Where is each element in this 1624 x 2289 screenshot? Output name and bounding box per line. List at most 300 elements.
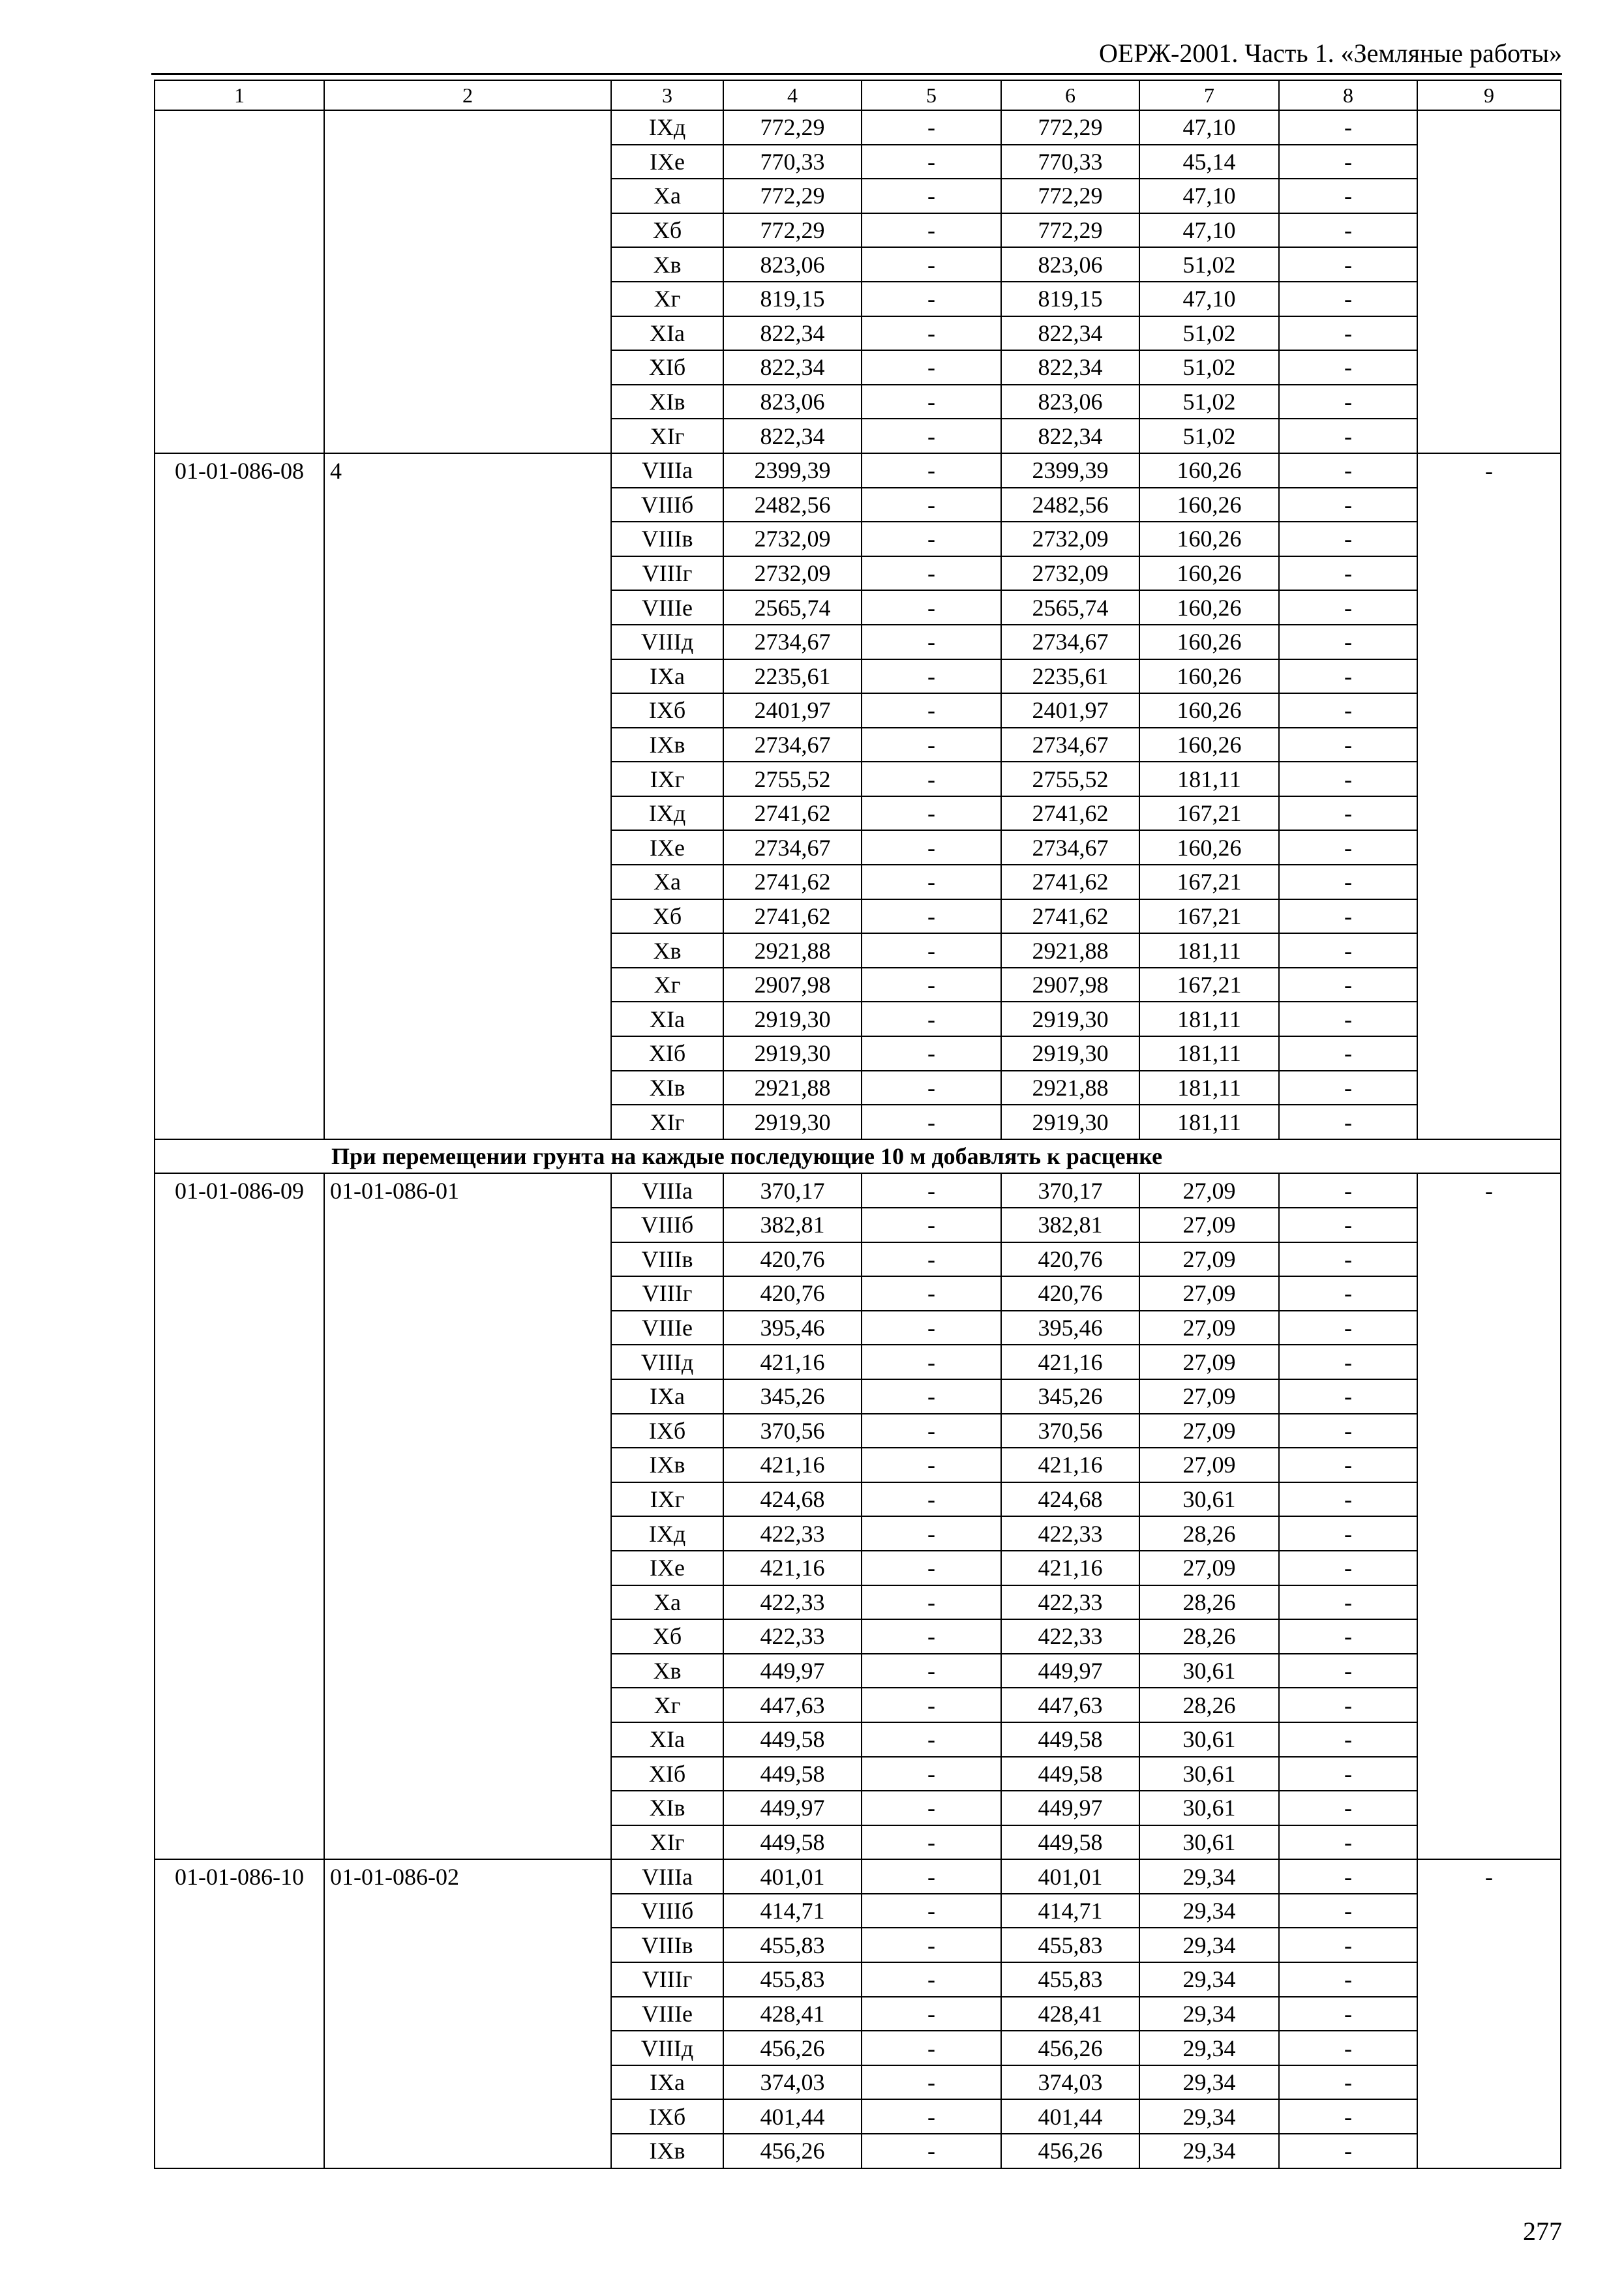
cell-machines: 2732,09 (1001, 556, 1139, 591)
cell-grade: VIIIд (611, 625, 723, 659)
cell-operators-wages: 181,11 (1139, 762, 1279, 796)
cell-total: 822,34 (723, 316, 862, 351)
rate-code: 01-01-086-09 (155, 1173, 324, 1859)
cell-wages: - (862, 1345, 1001, 1379)
cell-grade: Xг (611, 282, 723, 316)
cell-operators-wages: 51,02 (1139, 316, 1279, 351)
cell-grade: IXг (611, 762, 723, 796)
cell-grade: IXв (611, 1448, 723, 1482)
cell-total: 449,58 (723, 1757, 862, 1791)
cell-operators-wages: 47,10 (1139, 110, 1279, 145)
cell-grade: XIв (611, 1071, 723, 1105)
cell-materials: - (1279, 2134, 1417, 2168)
cell-operators-wages: 28,26 (1139, 1688, 1279, 1722)
cell-materials: - (1279, 522, 1417, 556)
cell-wages: - (862, 1071, 1001, 1105)
cell-machines: 424,68 (1001, 1482, 1139, 1517)
cell-operators-wages: 160,26 (1139, 488, 1279, 522)
cell-machines: 449,58 (1001, 1757, 1139, 1791)
cell-grade: XIв (611, 385, 723, 419)
cell-operators-wages: 160,26 (1139, 453, 1279, 488)
cell-operators-wages: 29,34 (1139, 1962, 1279, 1997)
cell-operators-wages: 30,61 (1139, 1654, 1279, 1688)
cell-materials: - (1279, 1688, 1417, 1722)
cell-grade: VIIIв (611, 1928, 723, 1962)
cell-grade: IXд (611, 796, 723, 831)
cell-machines: 2755,52 (1001, 762, 1139, 796)
cell-grade: VIIIв (611, 1242, 723, 1277)
cell-wages: - (862, 796, 1001, 831)
cell-materials: - (1279, 1482, 1417, 1517)
cell-machines: 772,29 (1001, 179, 1139, 213)
cell-operators-wages: 29,34 (1139, 1894, 1279, 1928)
cell-materials: - (1279, 488, 1417, 522)
cell-total: 401,44 (723, 2099, 862, 2134)
cell-wages: - (862, 1448, 1001, 1482)
cell-materials: - (1279, 1551, 1417, 1585)
cell-materials: - (1279, 693, 1417, 728)
cell-operators-wages: 30,61 (1139, 1825, 1279, 1860)
cell-materials: - (1279, 1071, 1417, 1105)
cell-wages: - (862, 659, 1001, 694)
cell-materials: - (1279, 1791, 1417, 1825)
rates-table (154, 80, 1561, 2169)
cell-operators-wages: 27,09 (1139, 1311, 1279, 1345)
cell-grade: XIа (611, 316, 723, 351)
cell-machines: 2732,09 (1001, 522, 1139, 556)
cell-machines: 772,29 (1001, 213, 1139, 248)
cell-total: 2921,88 (723, 1071, 862, 1105)
cell-total: 401,01 (723, 1859, 862, 1894)
cell-operators-wages: 30,61 (1139, 1791, 1279, 1825)
cell-total: 370,56 (723, 1414, 862, 1448)
cell-total: 428,41 (723, 1997, 862, 2031)
cell-col9: - (1417, 453, 1561, 1139)
cell-operators-wages: 181,11 (1139, 933, 1279, 968)
cell-materials: - (1279, 1311, 1417, 1345)
cell-grade: IXе (611, 145, 723, 179)
cell-wages: - (862, 1379, 1001, 1414)
cell-materials: - (1279, 728, 1417, 762)
cell-machines: 401,01 (1001, 1859, 1139, 1894)
cell-total: 456,26 (723, 2134, 862, 2168)
cell-total: 2919,30 (723, 1036, 862, 1071)
cell-wages: - (862, 145, 1001, 179)
cell-operators-wages: 29,34 (1139, 2134, 1279, 2168)
cell-operators-wages: 29,34 (1139, 2065, 1279, 2100)
cell-machines: 2734,67 (1001, 728, 1139, 762)
cell-operators-wages: 29,34 (1139, 1859, 1279, 1894)
cell-total: 772,29 (723, 213, 862, 248)
column-number: 4 (723, 80, 862, 110)
cell-materials: - (1279, 453, 1417, 488)
cell-grade: IXб (611, 693, 723, 728)
cell-wages: - (862, 899, 1001, 934)
cell-total: 2482,56 (723, 488, 862, 522)
cell-machines: 370,17 (1001, 1173, 1139, 1208)
cell-grade: IXв (611, 2134, 723, 2168)
cell-total: 2235,61 (723, 659, 862, 694)
cell-wages: - (862, 350, 1001, 385)
cell-grade: VIIIа (611, 1859, 723, 1894)
cell-wages: - (862, 1414, 1001, 1448)
section-title: При перемещении грунта на каждые последующие 10 м добавлять к расценке (155, 1139, 1561, 1174)
cell-total: 449,97 (723, 1654, 862, 1688)
cell-grade: VIIIе (611, 590, 723, 625)
cell-materials: - (1279, 796, 1417, 831)
cell-total: 2734,67 (723, 830, 862, 865)
cell-operators-wages: 27,09 (1139, 1208, 1279, 1242)
cell-machines: 2921,88 (1001, 1071, 1139, 1105)
cell-grade: Xа (611, 1585, 723, 1620)
table-body (155, 80, 1561, 2168)
cell-total: 345,26 (723, 1379, 862, 1414)
cell-operators-wages: 30,61 (1139, 1482, 1279, 1517)
cell-total: 421,16 (723, 1448, 862, 1482)
cell-col9 (1417, 110, 1561, 453)
cell-materials: - (1279, 1619, 1417, 1654)
cell-operators-wages: 181,11 (1139, 1071, 1279, 1105)
cell-operators-wages: 27,09 (1139, 1379, 1279, 1414)
cell-materials: - (1279, 1276, 1417, 1311)
cell-materials: - (1279, 1242, 1417, 1277)
cell-materials: - (1279, 213, 1417, 248)
cell-operators-wages: 30,61 (1139, 1757, 1279, 1791)
cell-machines: 823,06 (1001, 385, 1139, 419)
cell-machines: 2919,30 (1001, 1105, 1139, 1139)
cell-grade: VIIIд (611, 1345, 723, 1379)
cell-grade: Xв (611, 1654, 723, 1688)
cell-machines: 2741,62 (1001, 899, 1139, 934)
cell-machines: 822,34 (1001, 350, 1139, 385)
cell-total: 422,33 (723, 1516, 862, 1551)
cell-wages: - (862, 933, 1001, 968)
cell-grade: IXе (611, 830, 723, 865)
cell-wages: - (862, 179, 1001, 213)
cell-operators-wages: 181,11 (1139, 1002, 1279, 1036)
cell-machines: 822,34 (1001, 316, 1139, 351)
cell-col9: - (1417, 1173, 1561, 1859)
cell-operators-wages: 51,02 (1139, 247, 1279, 282)
cell-wages: - (862, 1757, 1001, 1791)
cell-operators-wages: 167,21 (1139, 865, 1279, 899)
cell-machines: 449,58 (1001, 1825, 1139, 1860)
cell-grade: Xг (611, 1688, 723, 1722)
cell-total: 822,34 (723, 419, 862, 453)
cell-wages: - (862, 1585, 1001, 1620)
cell-total: 370,17 (723, 1173, 862, 1208)
cell-operators-wages: 29,34 (1139, 1928, 1279, 1962)
cell-operators-wages: 28,26 (1139, 1585, 1279, 1620)
cell-operators-wages: 160,26 (1139, 693, 1279, 728)
cell-wages: - (862, 693, 1001, 728)
cell-wages: - (862, 488, 1001, 522)
cell-materials: - (1279, 1962, 1417, 1997)
cell-grade: VIIIб (611, 1208, 723, 1242)
cell-operators-wages: 160,26 (1139, 522, 1279, 556)
cell-operators-wages: 167,21 (1139, 899, 1279, 934)
rate-code (155, 110, 324, 453)
cell-wages: - (862, 1962, 1001, 1997)
cell-total: 823,06 (723, 247, 862, 282)
cell-operators-wages: 167,21 (1139, 796, 1279, 831)
cell-materials: - (1279, 1002, 1417, 1036)
cell-grade: XIб (611, 1757, 723, 1791)
cell-wages: - (862, 2134, 1001, 2168)
cell-wages: - (862, 1242, 1001, 1277)
cell-operators-wages: 160,26 (1139, 659, 1279, 694)
cell-machines: 374,03 (1001, 2065, 1139, 2100)
cell-wages: - (862, 1859, 1001, 1894)
cell-wages: - (862, 762, 1001, 796)
cell-grade: IXб (611, 2099, 723, 2134)
cell-operators-wages: 27,09 (1139, 1448, 1279, 1482)
cell-wages: - (862, 282, 1001, 316)
cell-machines: 455,83 (1001, 1962, 1139, 1997)
cell-total: 772,29 (723, 179, 862, 213)
cell-total: 414,71 (723, 1894, 862, 1928)
cell-total: 2401,97 (723, 693, 862, 728)
cell-total: 2741,62 (723, 865, 862, 899)
section-row (155, 1139, 1561, 1174)
cell-total: 2565,74 (723, 590, 862, 625)
cell-grade: VIIIе (611, 1311, 723, 1345)
cell-materials: - (1279, 247, 1417, 282)
cell-materials: - (1279, 1345, 1417, 1379)
cell-grade: IXб (611, 1414, 723, 1448)
cell-materials: - (1279, 2065, 1417, 2100)
cell-materials: - (1279, 1414, 1417, 1448)
cell-grade: Xб (611, 899, 723, 934)
cell-machines: 823,06 (1001, 247, 1139, 282)
cell-materials: - (1279, 282, 1417, 316)
cell-machines: 2565,74 (1001, 590, 1139, 625)
cell-wages: - (862, 1516, 1001, 1551)
cell-operators-wages: 27,09 (1139, 1551, 1279, 1585)
column-number-row (155, 80, 1561, 110)
cell-total: 421,16 (723, 1345, 862, 1379)
cell-machines: 422,33 (1001, 1585, 1139, 1620)
cell-machines: 455,83 (1001, 1928, 1139, 1962)
column-number: 6 (1001, 80, 1139, 110)
cell-materials: - (1279, 968, 1417, 1002)
cell-materials: - (1279, 1105, 1417, 1139)
cell-machines: 456,26 (1001, 2031, 1139, 2065)
cell-materials: - (1279, 1208, 1417, 1242)
cell-total: 447,63 (723, 1688, 862, 1722)
cell-operators-wages: 51,02 (1139, 385, 1279, 419)
cell-materials: - (1279, 659, 1417, 694)
cell-grade: VIIIа (611, 1173, 723, 1208)
cell-operators-wages: 29,34 (1139, 2099, 1279, 2134)
cell-total: 2399,39 (723, 453, 862, 488)
cell-wages: - (862, 1654, 1001, 1688)
cell-grade: XIг (611, 1825, 723, 1860)
cell-total: 819,15 (723, 282, 862, 316)
cell-materials: - (1279, 556, 1417, 591)
cell-materials: - (1279, 1379, 1417, 1414)
cell-operators-wages: 160,26 (1139, 830, 1279, 865)
cell-materials: - (1279, 865, 1417, 899)
cell-materials: - (1279, 1825, 1417, 1860)
table-row (155, 1859, 1561, 1894)
cell-grade: Xб (611, 213, 723, 248)
cell-wages: - (862, 865, 1001, 899)
cell-total: 421,16 (723, 1551, 862, 1585)
table-row (155, 1173, 1561, 1208)
cell-wages: - (862, 316, 1001, 351)
cell-grade: XIг (611, 419, 723, 453)
cell-machines: 370,56 (1001, 1414, 1139, 1448)
cell-operators-wages: 51,02 (1139, 419, 1279, 453)
cell-total: 2907,98 (723, 968, 862, 1002)
header-rule (151, 73, 1562, 75)
cell-operators-wages: 160,26 (1139, 625, 1279, 659)
cell-machines: 2734,67 (1001, 625, 1139, 659)
cell-materials: - (1279, 2099, 1417, 2134)
cell-machines: 447,63 (1001, 1688, 1139, 1722)
cell-total: 2741,62 (723, 899, 862, 934)
cell-grade: XIг (611, 1105, 723, 1139)
cell-wages: - (862, 522, 1001, 556)
column-number: 7 (1139, 80, 1279, 110)
cell-wages: - (862, 1173, 1001, 1208)
cell-wages: - (862, 2031, 1001, 2065)
cell-wages: - (862, 556, 1001, 591)
cell-machines: 421,16 (1001, 1551, 1139, 1585)
cell-materials: - (1279, 110, 1417, 145)
cell-total: 822,34 (723, 350, 862, 385)
page-number: 277 (1523, 2217, 1562, 2246)
cell-machines: 421,16 (1001, 1448, 1139, 1482)
cell-wages: - (862, 625, 1001, 659)
cell-machines: 2907,98 (1001, 968, 1139, 1002)
cell-wages: - (862, 1482, 1001, 1517)
cell-total: 2755,52 (723, 762, 862, 796)
cell-materials: - (1279, 625, 1417, 659)
cell-wages: - (862, 419, 1001, 453)
cell-grade: VIIIв (611, 522, 723, 556)
rate-basis: 01-01-086-02 (324, 1859, 611, 2168)
rate-basis (324, 110, 611, 453)
cell-grade: IXд (611, 1516, 723, 1551)
cell-wages: - (862, 1551, 1001, 1585)
cell-operators-wages: 27,09 (1139, 1345, 1279, 1379)
cell-wages: - (862, 1894, 1001, 1928)
column-number: 1 (155, 80, 324, 110)
cell-wages: - (862, 830, 1001, 865)
cell-total: 424,68 (723, 1482, 862, 1517)
cell-materials: - (1279, 1448, 1417, 1482)
cell-machines: 421,16 (1001, 1345, 1139, 1379)
cell-materials: - (1279, 830, 1417, 865)
cell-machines: 2919,30 (1001, 1002, 1139, 1036)
cell-machines: 449,97 (1001, 1654, 1139, 1688)
cell-materials: - (1279, 1173, 1417, 1208)
cell-materials: - (1279, 933, 1417, 968)
cell-total: 420,76 (723, 1276, 862, 1311)
cell-operators-wages: 27,09 (1139, 1242, 1279, 1277)
cell-wages: - (862, 1722, 1001, 1757)
cell-operators-wages: 160,26 (1139, 590, 1279, 625)
cell-materials: - (1279, 1928, 1417, 1962)
cell-operators-wages: 51,02 (1139, 350, 1279, 385)
cell-total: 772,29 (723, 110, 862, 145)
cell-total: 2741,62 (723, 796, 862, 831)
cell-wages: - (862, 1276, 1001, 1311)
cell-wages: - (862, 1208, 1001, 1242)
cell-machines: 2741,62 (1001, 865, 1139, 899)
cell-total: 449,97 (723, 1791, 862, 1825)
cell-wages: - (862, 1311, 1001, 1345)
cell-grade: IXд (611, 110, 723, 145)
cell-total: 823,06 (723, 385, 862, 419)
cell-grade: XIа (611, 1722, 723, 1757)
rate-code: 01-01-086-10 (155, 1859, 324, 2168)
page-header: ОЕРЖ-2001. Часть 1. «Земляные работы» (1099, 38, 1562, 68)
cell-materials: - (1279, 1585, 1417, 1620)
cell-grade: Xб (611, 1619, 723, 1654)
cell-machines: 345,26 (1001, 1379, 1139, 1414)
cell-total: 422,33 (723, 1585, 862, 1620)
cell-operators-wages: 45,14 (1139, 145, 1279, 179)
cell-grade: VIIIг (611, 1962, 723, 1997)
cell-grade: VIIIг (611, 556, 723, 591)
cell-materials: - (1279, 1894, 1417, 1928)
cell-operators-wages: 181,11 (1139, 1105, 1279, 1139)
cell-machines: 2401,97 (1001, 693, 1139, 728)
cell-operators-wages: 27,09 (1139, 1173, 1279, 1208)
cell-materials: - (1279, 590, 1417, 625)
cell-total: 455,83 (723, 1928, 862, 1962)
cell-machines: 420,76 (1001, 1276, 1139, 1311)
cell-grade: VIIIа (611, 453, 723, 488)
cell-operators-wages: 47,10 (1139, 213, 1279, 248)
column-number: 9 (1417, 80, 1561, 110)
cell-grade: IXа (611, 659, 723, 694)
cell-machines: 822,34 (1001, 419, 1139, 453)
cell-total: 449,58 (723, 1722, 862, 1757)
cell-materials: - (1279, 1859, 1417, 1894)
cell-wages: - (862, 110, 1001, 145)
cell-grade: IXг (611, 1482, 723, 1517)
cell-machines: 2921,88 (1001, 933, 1139, 968)
rate-basis: 4 (324, 453, 611, 1139)
table-row (155, 110, 1561, 145)
cell-grade: VIIIг (611, 1276, 723, 1311)
cell-wages: - (862, 213, 1001, 248)
cell-machines: 2734,67 (1001, 830, 1139, 865)
cell-materials: - (1279, 899, 1417, 934)
cell-operators-wages: 28,26 (1139, 1619, 1279, 1654)
cell-wages: - (862, 1036, 1001, 1071)
cell-total: 2734,67 (723, 625, 862, 659)
cell-machines: 449,97 (1001, 1791, 1139, 1825)
cell-wages: - (862, 2065, 1001, 2100)
cell-total: 2732,09 (723, 522, 862, 556)
cell-wages: - (862, 453, 1001, 488)
cell-total: 449,58 (723, 1825, 862, 1860)
cell-grade: XIб (611, 1036, 723, 1071)
cell-wages: - (862, 968, 1001, 1002)
cell-operators-wages: 167,21 (1139, 968, 1279, 1002)
cell-materials: - (1279, 1516, 1417, 1551)
cell-materials: - (1279, 385, 1417, 419)
cell-total: 374,03 (723, 2065, 862, 2100)
cell-total: 2732,09 (723, 556, 862, 591)
cell-col9: - (1417, 1859, 1561, 2168)
cell-wages: - (862, 1002, 1001, 1036)
